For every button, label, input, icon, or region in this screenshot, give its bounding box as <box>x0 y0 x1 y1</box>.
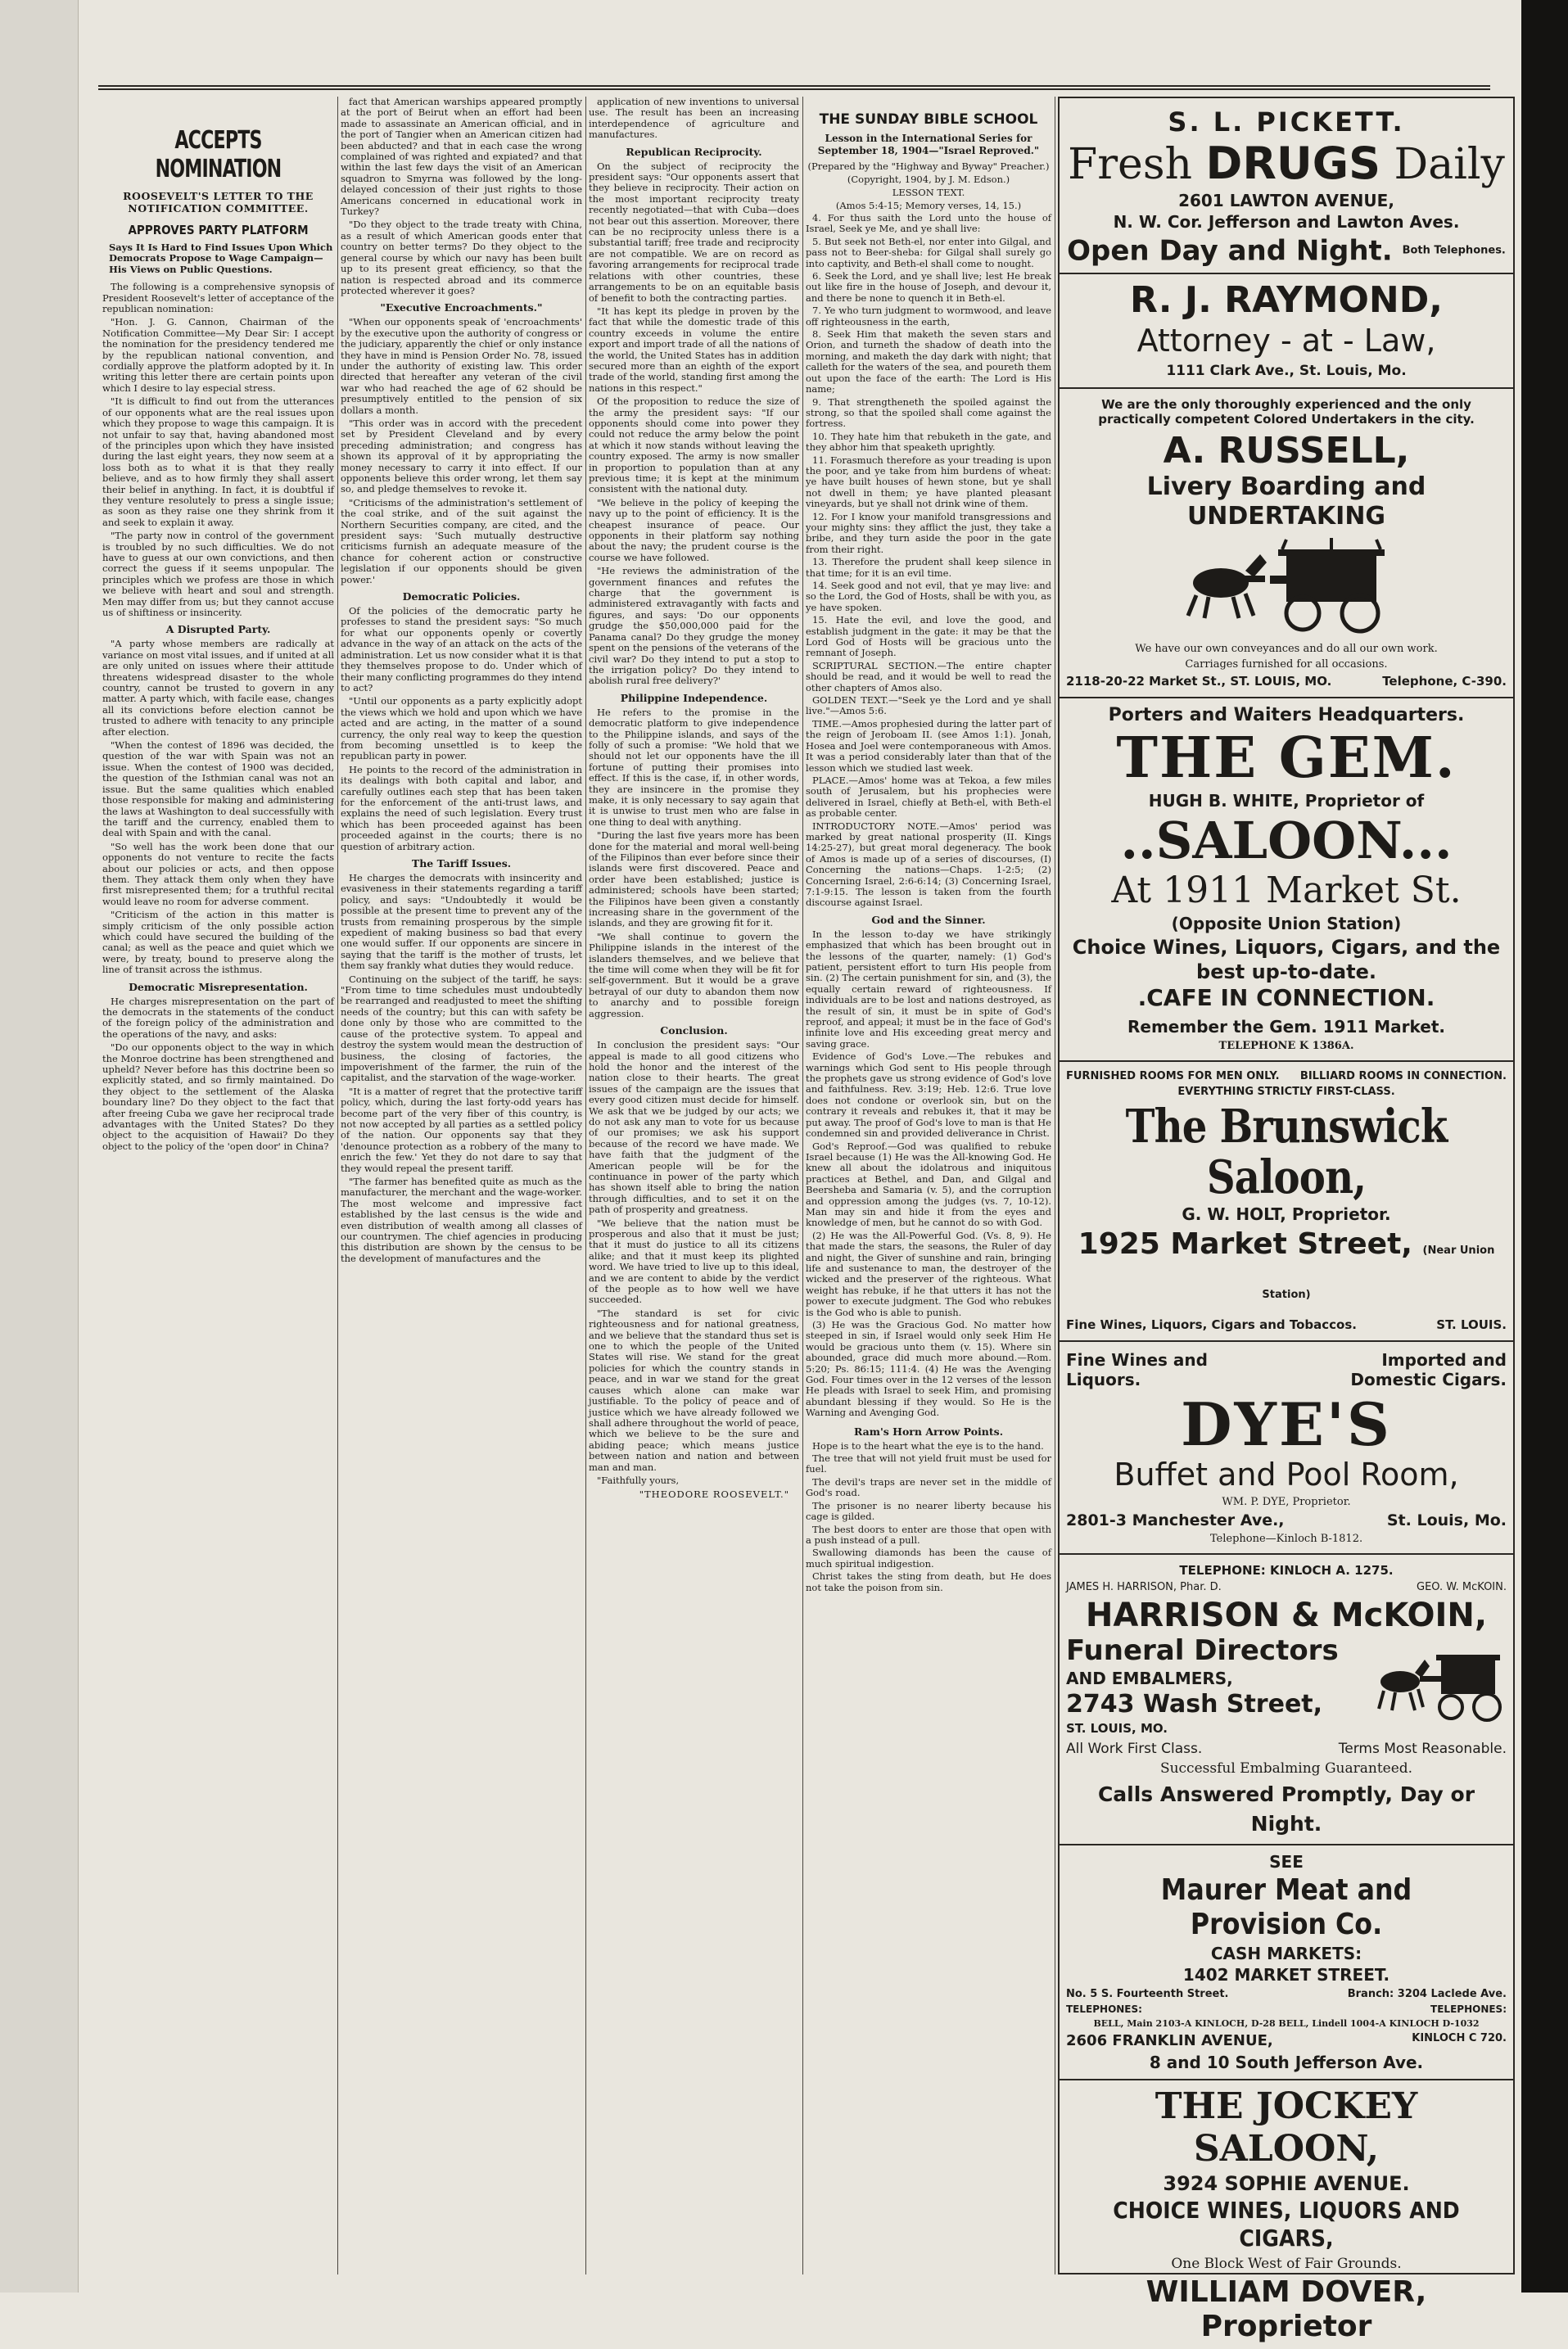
ad-proprietor: WM. P. DYE, Proprietor. <box>1222 1495 1351 1508</box>
column-3 <box>589 97 799 2274</box>
paragraph: He refers to the promise in the democratic platform to give independence to the Philippine islands, and says of the folly of such a promise: "We hold that we should not let our opponents have the ill fortune of putting their promises into effect. If this is the case, if, in other words, they are insincere in the promise they make, it is only necessary to say again that it is unwise to trust men who are false in one thing to deal with anything. <box>589 706 799 828</box>
verse: 13. Therefore the prudent shall keep silence in that time; for it is an evil time. <box>806 556 1051 579</box>
paragraph: On the subject of reciprocity the president says: "Our opponents assert that they believe in reciprocity. Their action on the most important reciprocity treaty recently negotiated—that with Cuba—does not bear out this assertion. Moreover, there can be no reciprocity unless there is a substantial tariff; free trade and reciprocity are not compatible. We are on record as favoring arrangements for reciprocal trade relations with other countries, these arrangements to be on an equitable basis of benefit to both the contracting parties. <box>589 160 799 304</box>
subhead: Philippine Independence. <box>620 691 768 704</box>
rams-list <box>806 1441 1051 1593</box>
ad-gem <box>1060 698 1513 1062</box>
ad-word: Daily <box>1394 140 1505 189</box>
ad-harrison <box>1060 1555 1513 1845</box>
paragraph: GOLDEN TEXT.—"Seek ye the Lord and ye shall live."—Amos 5:6. <box>806 694 1051 717</box>
paragraph: (3) He was the Gracious God. No matter how steeped in sin, if Israel would only seek Him He would be gracious unto them (v. 15). Where sin abounded, grace did much more abound.—Rom. 5:20; Ps. 86:15; 111:4. (4) He was the Avenging God. Four times over in the 12 verses of the lesson He pleads with Israel to seek Him, and promising abundant blessing if they would. So He is the Warning and Avenging God. <box>806 1319 1051 1419</box>
ad-location: (Near Union Station) <box>1262 1244 1495 1301</box>
column-1 <box>102 97 334 2274</box>
verse: 14. Seek good and not evil, that ye may live: and so the Lord, the God of Hosts, shall be with you, as ye have spoken. <box>806 580 1051 613</box>
ad-city: St. Louis, Mo. <box>1386 1511 1507 1529</box>
rams-point: Hope is to the heart what the eye is to the hand. <box>812 1439 1044 1452</box>
paragraph: PLACE.—Amos' home was at Tekoa, a few miles south of Jerusalem, but his prophecies were delivered in Israel, chiefly at Beth-el, with Beth-el as probable center. <box>806 774 1051 820</box>
paragraph: application of new inventions to universal use. The result has been an increasing interdependence of agriculture and manufactures. <box>589 96 799 141</box>
ad-header <box>1066 1350 1507 1389</box>
ad-phone: TELEPHONE: KINLOCH A. 1275. <box>1179 1562 1394 1578</box>
paragraph: He charges the democrats with insincerity and evasiveness in their statements regarding a tariff policy, and says: "Undoubtedly it would be possible at the present time to prevent any of the trusts from remaining prosperous by the simple expedient of making business so bad that every one would suffer. If our opponents are sincere in saying that the tariff is the mother of trusts, let them say frankly what duties they would reduce. <box>341 872 582 972</box>
paragraph: "The farmer has benefited quite as much as the manufacturer, the merchant and the wage-worker. The most welcome and impressive fact established by the last census is the wide and even distribution of wealth among all classes of our countrymen. The chief agencies in producing this distribution are shown by the census to be the development of manufactures and the <box>341 1175 582 1264</box>
ad-maurer <box>1060 1845 1513 2080</box>
paragraph: "The standard is set for civic righteousness and for national greatness, and we believe that the standard thus set is one to which the people of the United States will rise. We stand for the great policies for which the country stands in peace, and in war we stand for the great causes which alone can make war justifiable. To the policy of peace and of justice which we have already followed we shall adhere throughout the world of peace, which we believe to be the sure and abiding peace; which means justice between nation and nation and between man and man. <box>589 1307 800 1473</box>
ad-address: Branch: 3204 Laclede Ave. <box>1347 1987 1507 2000</box>
ad-note: We have our own conveyances and do all our own work. <box>1135 642 1438 655</box>
verse: 9. That strengtheneth the spoiled against the strong, so that the spoiled shall come against the fortress. <box>806 395 1051 430</box>
ad-offer: CHOICE WINES, LIQUORS AND CIGARS, <box>1113 2196 1460 2252</box>
paragraph: "Criticisms of the administration's settlement of the coal strike, and of the suit against the Northern Securities company, are cited, and the president says: 'Such mutually destructive criticisms furnish an adequate measure of the chance for coherent action or constructive legislation if our opponents should be given power.' <box>341 496 582 585</box>
page-margin <box>0 0 79 2293</box>
ad-title: DYE'S <box>1181 1389 1392 1459</box>
subhead: Democratic Misrepresentation. <box>129 980 308 993</box>
column-rule <box>802 97 803 2274</box>
paragraph: "He reviews the administration of the government finances and refutes the charge that the government is administered extravagantly with facts and figures, and says: 'Do our opponents grudge the $50,000,000 paid for the Panama canal? Do they grudge the money spent on the pensions of the veterans of the civil war? Do they intend to put a stop to the irrigation policy? Do they intend to abolish rural free delivery?' <box>589 565 799 687</box>
ad-subtitle: AND EMBALMERS, <box>1066 1668 1233 1688</box>
ad-remember: Remember the Gem. 1911 Market. <box>1127 1016 1445 1037</box>
ad-title: THE JOCKEY SALOON, <box>1155 2085 1418 2170</box>
ad-note: Terms Most Reasonable. <box>1338 1740 1507 1757</box>
column-4 <box>806 97 1051 2274</box>
verse: 12. For I know your manifold transgressions and your mighty sins: they afflict the just, they take a bribe, and they turn aside the poor in the gate from their right. <box>806 510 1051 555</box>
ad-partner: GEO. W. McKOIN. <box>1417 1580 1507 1593</box>
ad-footer <box>1066 2032 1507 2049</box>
ad-offer: Choice Wines, Liquors, Cigars, and the best up-to-date. <box>1072 935 1501 983</box>
subhead: Democratic Policies. <box>402 590 521 603</box>
ad-offer: Fine Wines, Liquors, Cigars and Tobaccos. <box>1066 1317 1357 1332</box>
ad-address-text: 1925 Market Street, <box>1078 1226 1412 1261</box>
advertisements-column <box>1058 97 1515 2343</box>
paragraph: INTRODUCTORY NOTE.—Amos' period was marked by great national prosperity (II. Kings 14:25-27), but great moral degeneracy. The book of Amos is made up of a series of discourses, (I) Concerning the nations—Chaps. 1-2:5; (2) Concerning Israel, 2:6-6:14; (3) Concerning Israel, 7:1-9:15. The lesson is taken from the fourth discourse against Israel. <box>806 820 1051 909</box>
signature: "THEODORE ROOSEVELT." <box>639 1488 789 1501</box>
ad-address: At 1911 Market St. <box>1111 869 1462 911</box>
page-edge <box>1521 0 1568 2293</box>
paragraph: Evidence of God's Love.—The rebukes and warnings which God sent to His people through the prophets gave us strong evidence of God's love and faithfulness. Rev. 3:19; Heb. 12:6. True love does not condone or overlook sin, but on the contrary it reveals and rebukes it, that it may be put away. The proof of God's love to man is that He condemned sin and provided deliverance in Christ. <box>806 1050 1051 1140</box>
ad-subtitle: CASH MARKETS: <box>1210 1943 1362 1963</box>
paragraph: He charges misrepresentation on the part of the democrats in the statements of the conduct of the foreign policy of the administration and the operations of the navy, and asks: <box>102 995 334 1040</box>
ad-hours-text: Open Day and Night. <box>1067 234 1393 268</box>
ad-tagline: We are the only thoroughly experienced and the only practically competent Colored Undertakers in the city. <box>1098 396 1475 427</box>
ad-branches <box>1066 1988 1507 2000</box>
ad-brunswick <box>1060 1062 1513 1342</box>
paragraph: Of the policies of the democratic party he professes to stand the president says: "So much for what our opponents openly or covertly advance in the way of an attack on the acts of the administration. Let us now consider what it is that they themselves propose to do. Under which of their many conflicting programmes do they intend to act? <box>341 605 582 693</box>
ad-footer <box>1066 1317 1507 1332</box>
paragraph: "We shall continue to govern the Philippine islands in the interest of the islanders themselves, and we believe that the time will come when they will be fit for self-government. But it would be a grave betrayal of our duty to abandon them now to anarchy and to possible foreign aggression. <box>589 930 799 1019</box>
paragraph: "When the contest of 1896 was decided, the question of the war with Spain was not an issue. When the contest of 1900 was decided, the question of the Isthmian canal was not an issue. But the same qualities which enabled those responsible for making and administering the laws at Washington to deal successfully with the tariff and the currency, enabled them to deal with Spain and with the canal. <box>102 739 334 839</box>
paragraph: "It is difficult to find out from the utterances of our opponents what are the real issues upon which they propose to wage this campaign. It is not unfair to say that, having abandoned most of the principles upon which they have insisted during the last eight years, they now seem at a loss both as to what it is that they really believe, and as to how firmly they shall assert their belief in anything. In fact, it is doubtful if they venture resolutely to press a single issue; as soon as they raise one they shrink from it and seek to explain it away. <box>102 395 334 528</box>
ad-note: EVERYTHING STRICTLY FIRST-CLASS. <box>1177 1085 1395 1098</box>
ad-phone: Telephone, C-390. <box>1382 673 1507 689</box>
ad-address: 2801-3 Manchester Ave., <box>1066 1511 1285 1529</box>
ad-subtitle: Attorney - at - Law, <box>1136 322 1436 359</box>
ad-title: The Brunswick Saloon, <box>1125 1099 1448 1204</box>
paragraph: "This order was in accord with the precedent set by President Cleveland and by every preceding administration; and congress has shown its approval of it by appropriating the money necessary to carry it into effect. If our opponents believe this order wrong, let them say so, and pledge themselves to revoke it. <box>341 417 582 495</box>
deck-3: Says It Is Hard to Find Issues Upon Which Democrats Propose to Wage Campaign—His Views on Public Questions. <box>109 242 333 275</box>
ad-address: 3924 SOPHIE AVENUE. <box>1163 2171 1410 2195</box>
ad-calls: Calls Answered Promptly, Day or Night. <box>1097 1782 1475 1836</box>
ad-address: 8 and 10 South Jefferson Ave. <box>1149 2052 1424 2072</box>
verse: 7. Ye who turn judgment to wormwood, and leave off righteousness in the earth, <box>806 305 1051 328</box>
copyright: (Copyright, 1904, by J. M. Edson.) <box>847 174 1010 185</box>
ad-footer <box>1066 1511 1507 1529</box>
rams-point: The prisoner is no nearer liberty because his cage is gilded. <box>806 1499 1051 1523</box>
paragraph: "Do they object to the trade treaty with China, as a result of which American goods enter that country on better terms? Do they object to the general course by which our navy has been built up to its present great efficiency, so that the nation is respected abroad and its commerce protected wherever it goes? <box>341 219 582 296</box>
ad-russell <box>1060 389 1513 698</box>
subhead: "Executive Encroachments." <box>380 301 543 314</box>
subhead: God and the Sinner. <box>871 913 986 926</box>
paragraph: "The party now in control of the government is troubled by no such difficulties. We do not have to guess at our own convictions, and then correct the guess if it seems unpopular. The principles which we profess are those in which we believe with heart and soul and strength. Men may differ from us; but they cannot accuse us of shiftiness or insincerity. <box>102 530 334 618</box>
verse: 15. Hate the evil, and love the good, and establish judgment in the gate: it may be that the Lord God of Hosts will be gracious unto the remnant of Joseph. <box>806 614 1051 659</box>
section-heading: THE SUNDAY BIBLE SCHOOL <box>819 111 1038 128</box>
ad-city: ST. LOUIS, MO. <box>1066 1720 1168 1736</box>
rams-point: Swallowing diamonds has been the cause of much spiritual indigestion. <box>806 1547 1051 1570</box>
ad-offer: Fine Wines and Liquors. <box>1066 1349 1208 1389</box>
ad-address: 2743 Wash Street, <box>1066 1689 1323 1719</box>
rams-point: Christ takes the sting from death, but He does not take the poison from sin. <box>806 1570 1051 1593</box>
paragraph: "Criticism of the action in this matter is simply criticism of the only possible action which could have secured the building of the canal; as well as the peace and quiet which we were, by treaty, bound to preserve along the line of transit across the isthmus. <box>102 909 334 976</box>
ad-phone: KINLOCH C 720. <box>1412 2031 1507 2044</box>
ad-phones: Both Telephones. <box>1402 244 1506 257</box>
ad-word: Fresh <box>1068 140 1192 189</box>
ad-raymond <box>1060 274 1513 389</box>
paragraph: "Hon. J. G. Cannon, Chairman of the Notification Committee—My Dear Sir: I accept the nomination for the presidency tendered me by the republican national convention, and cordially approve the platform adopted by it. In writing this letter there are certain points upon which I desire to lay especial stress. <box>102 316 334 394</box>
top-rule <box>98 85 1490 90</box>
ad-word: DRUGS <box>1205 138 1380 189</box>
ad-note: All Work First Class. <box>1066 1740 1203 1757</box>
ad-location: (Opposite Union Station) <box>1171 913 1402 933</box>
ad-title: A. RUSSELL, <box>1163 429 1410 472</box>
headline: ACCEPTS NOMINATION <box>155 126 282 183</box>
ad-title: S. L. PICKETT. <box>1168 106 1405 138</box>
ad-proprietor: WILLIAM DOVER, Proprietor <box>1145 2274 1427 2343</box>
ad-proprietor: HUGH B. WHITE, Proprietor of <box>1148 790 1425 811</box>
verse: 5. But seek not Beth-el, nor enter into Gilgal, and pass not to Beer-sheba: for Gilgal shall surely go into captivity, and Beth-el shall come to nought. <box>806 235 1051 269</box>
verse: 4. For thus saith the Lord unto the house of Israel, Seek ye Me, and ye shall live: <box>806 212 1051 235</box>
paragraph: "Until our opponents as a party explicitly adopt the views which we hold and upon which we have acted and are acting, in the matter of a sound currency, the only real way to keep the question from becoming unsettled is to keep the republican party in power. <box>341 695 582 762</box>
lesson-title: Lesson in the International Series for September 18, 1904—"Israel Reproved." <box>817 133 1040 156</box>
ad-header <box>1066 1070 1507 1082</box>
ad-address: 1402 MARKET STREET. <box>1182 1964 1390 1985</box>
paragraph: Continuing on the subject of the tariff, he says: "From time to time schedules must undoubtedly be rearranged and readjusted to meet the shifting needs of the country; but this can with safety be done only by those who are committed to the cause of the protective system. To appeal and destroy the system would mean the destruction of business, the closing of factories, the impoverishment of the farmer, the ruin of the capitalist, and the starvation of the wage-worker. <box>341 973 582 1084</box>
verse: 8. Seek Him that maketh the seven stars and Orion, and turneth the shadow of death into the morning, and maketh the day dark with night; that calleth for the waters of the sea, and poureth them out upon the face of the earth: The Lord is His name; <box>806 328 1051 395</box>
paragraph: "When our opponents speak of 'encroachments' by the executive upon the authority of congress or the judiciary, apparently the chief or only instance they have in mind is Pension Order No. 78, issued under the authority of existing law. This order directed that hereafter any veteran of the civil war who had reached the age of 62 should be presumptively entitled to the pension of six dollars a month. <box>341 316 582 416</box>
hearse-carriage-icon <box>1367 1645 1507 1727</box>
ad-footer <box>1066 674 1507 689</box>
paragraph: "It is a matter of regret that the protective tariff policy, which, during the last forty-odd years has become part of the very fiber of this country, is not now accepted by all parties as a settled policy of the nation. Our opponents say that they 'denounce protection as a robbery of the many to enrich the few.' Yet they do not dare to say that they would repeal the present tariff. <box>341 1085 582 1174</box>
ad-partners <box>1066 1581 1507 1593</box>
column-2 <box>341 97 582 2274</box>
paragraph: SCRIPTURAL SECTION.—The entire chapter should be read, and it would be well to read the other chapters of Amos also. <box>806 659 1051 693</box>
paragraph: He points to the record of the administration in its dealings with both capital and labor, and carefully outlines each step that has been taken for the enforcement of the anti-trust laws, and explains the need of such legislation. Every trust which has been proceeded against has been proceeded against in the courts; there is no question of arbitrary action. <box>341 763 582 852</box>
ad-service: Livery Boarding and UNDERTAKING <box>1146 472 1426 531</box>
ad-see: SEE <box>1269 1851 1304 1872</box>
paragraph: "So well has the work been done that our opponents do not venture to recite the facts about our policies or acts, and then oppose them. They attack them only when they have first misrepresented them; for a truthful recital would leave no room for adverse comment. <box>102 840 334 907</box>
deck-2: APPROVES PARTY PLATFORM <box>128 223 309 237</box>
rams-point: The best doors to enter are those that open with a push instead of a pull. <box>806 1523 1051 1546</box>
column-rule <box>585 97 586 2274</box>
deck-1: ROOSEVELT'S LETTER TO THE NOTIFICATION COMMITTEE. <box>123 190 314 215</box>
paragraph: The following is a comprehensive synopsis of President Roosevelt's letter of acceptance of the republican nomination: <box>102 281 334 315</box>
ad-note: Carriages furnished for all occasions. <box>1185 657 1388 671</box>
ad-note: BILLIARD ROOMS IN CONNECTION. <box>1299 1069 1507 1082</box>
paragraph: In conclusion the president says: "Our appeal is made to all good citizens who hold the honor and the interest of the nation close to their hearts. The great issues of the campaign are the issues that every good citizen must decide for himself. We ask that we be judged by our acts; we do not ask any man to vote for us because of our promises; we ask his support because of the record we have made. We have faith that the judgment of the American people will be for the continuance in power of the party which has shown itself able to bring the nation through difficulties, and to set it on the path of prosperity and greatness. <box>589 1039 799 1216</box>
ad-dyes <box>1060 1342 1513 1555</box>
subhead: Conclusion. <box>660 1024 728 1037</box>
paragraph: "We believe that the nation must be prosperous and also that it must be just; that it must do justice to all its citizens alike; and that it must keep its plighted word. We have tried to live up to this ideal, and we are content to abide by the verdict of the people as to how well we have succeeded. <box>589 1217 799 1306</box>
ad-partner: JAMES H. HARRISON, Phar. D. <box>1066 1580 1222 1593</box>
ad-subtitle: Funeral Directors <box>1066 1633 1339 1667</box>
verse-list <box>806 213 1051 659</box>
ad-address: 2606 FRANKLIN AVENUE, <box>1066 2031 1273 2049</box>
ad-address: 2118-20-22 Market St., ST. LOUIS, MO. <box>1066 673 1332 689</box>
paragraph: "A party whose members are radically at variance on most vital issues, and if united at all are only united on issues where their attitude threatens widespread disaster to the whole country, cannot be trusted to govern in any matter. A party which, with facile ease, changes all its convictions before election cannot be trusted to adhere with tenacity to any principle after election. <box>102 638 334 738</box>
ad-phone-label: TELEPHONES: <box>1430 2003 1507 2015</box>
verse: 10. They hate him that rebuketh in the gate, and they abhor him that speaketh uprightly. <box>806 430 1051 454</box>
ad-city: ST. LOUIS. <box>1436 1317 1507 1332</box>
ad-jockey <box>1060 2080 1513 2349</box>
ad-footer <box>1066 1741 1507 1757</box>
ad-address: 2601 LAWTON AVENUE, <box>1178 191 1394 210</box>
ad-pickett <box>1060 98 1513 274</box>
ad-address <box>1066 1226 1507 1314</box>
ad-offer: .CAFE IN CONNECTION. <box>1137 983 1435 1011</box>
ad-note: Successful Embalming Guaranteed. <box>1159 1759 1413 1777</box>
subhead: Republican Reciprocity. <box>626 145 762 158</box>
ad-headline <box>1066 139 1507 189</box>
paragraph: "It has kept its pledge in proven by the fact that while the domestic trade of this country exceeds in volume the entire export and import trade of all the nations of the world, the United States has in addition secured more than an eighth of the export trade of the world, standing first among the nations in this respect." <box>589 305 799 394</box>
subhead: The Tariff Issues. <box>411 857 512 870</box>
paragraph: "Do our opponents object to the way in which the Monroe doctrine has been strengthened and upheld? Never before has this doctrine been so explicitly stated, and so firmly maintained. Do they object to the settlement of the Alaska boundary line? Do they object to the fact that after freeing Cuba we gave her reciprocal trade advantages with the United States? Do they object to the acquisition of Hawaii? Do they object to the policy of the 'open door' in China? <box>102 1041 335 1152</box>
prepared-by: (Prepared by the "Highway and Byway" Preacher.) <box>807 160 1050 172</box>
ad-hours <box>1066 233 1507 268</box>
ad-body <box>1066 1634 1507 1737</box>
paragraph: "Faithfully yours, <box>597 1474 680 1486</box>
ad-title: R. J. RAYMOND, <box>1130 278 1443 321</box>
ad-proprietor: G. W. HOLT, Proprietor. <box>1182 1204 1391 1224</box>
verse: 11. Forasmuch therefore as your treading is upon the poor, and ye take from him burdens of wheat: ye have built houses of hewn stone, but ye shall not dwell in them; ye have planted pleasant vineyards, but ye shall not drink wine of them. <box>806 454 1051 510</box>
ad-phone: Telephone—Kinloch B-1812. <box>1209 1532 1363 1545</box>
paragraph: "During the last five years more has been done for the material and moral well-being of the Filipinos than ever before since their islands were first discovered. Peace and order have been established; justice is administered; schools have been started; the Filipinos have been given a constantly increasing share in the government of the islands, and they are growing fit for it. <box>589 829 799 929</box>
lesson-text-label: LESSON TEXT. <box>892 187 965 198</box>
hearse-carriage-icon <box>1164 538 1409 636</box>
paragraph: "We believe in the policy of keeping the navy up to the point of efficiency. It is the cheapest insurance of peace. Our opponents in their platform say nothing about the navy; the prudent course is the course we have followed. <box>589 496 799 563</box>
ad-address: N. W. Cor. Jefferson and Lawton Aves. <box>1113 212 1460 232</box>
subhead: A Disrupted Party. <box>165 623 271 636</box>
ad-title: Maurer Meat and Provision Co. <box>1160 1872 1412 1941</box>
rams-point: The devil's traps are never set in the middle of God's road. <box>806 1475 1051 1499</box>
paragraph: God's Reproof.—God was qualified to rebuke Israel because (1) He was the All-knowing God. He knew all about the idolatrous and iniquitous practices at Bethel, and Dan, and Gilgal and Beersheba and Samaria (v. 5), and the corruption and oppression among the judges (vs. 7, 10-12). Man may sin and hide it from the eyes and knowledge of men, but he cannot do so with God. <box>806 1140 1051 1229</box>
ad-phones <box>1066 2003 1507 2015</box>
ad-title: THE GEM. <box>1116 725 1457 791</box>
paragraph: (2) He was the All-Powerful God. (Vs. 8, 9). He that made the stars, the seasons, the Ruler of day and night, the Giver of sunshine and rain, bringing life and sustenance to man, the destroyer of the wicked and the preserver of the righteous. What weight has rebuke, if he that utters it has not the power to execute judgment. The God who rebukes is the God who is able to punish. <box>806 1229 1051 1318</box>
ad-phone: TELEPHONE K 1386A. <box>1218 1039 1354 1052</box>
ad-offer: Imported and Domestic Cigars. <box>1350 1349 1507 1389</box>
ad-title: HARRISON & McKOIN, <box>1085 1596 1488 1634</box>
ad-headline: ..SALOON... <box>1120 810 1453 870</box>
rams-point: The tree that will not yield fruit must be used for fuel. <box>806 1452 1051 1475</box>
paragraph: In the lesson to-day we have strikingly emphasized that which has been brought out in the lessons of the quarter, namely: (1) God's patient, persistent effort to turn His people from sin. (2) The certain punishment for sin, and (3), the equally certain reward of righteousness. If individuals are to be lost and nations destroyed, as the result of sin, it must be in spite of God's reproof, and appeal; it must be in the face of God's infinite love and His exceeding great mercy and saving grace. <box>806 928 1051 1050</box>
paragraph: TIME.—Amos prophesied during the latter part of the reign of Jeroboam II. (see Amos 1:1). Jonah, Hosea and Joel were contemporaneous with Amos. It was a period considerably later than that of the lesson which we studied last week. <box>806 717 1051 774</box>
ad-tagline: Porters and Waiters Headquarters. <box>1108 704 1465 725</box>
ad-address: No. 5 S. Fourteenth Street. <box>1066 1987 1229 2000</box>
subhead: Ram's Horn Arrow Points. <box>853 1425 1004 1438</box>
lesson-text-ref: (Amos 5:4-15; Memory verses, 14, 15.) <box>835 200 1022 211</box>
ad-address: 1111 Clark Ave., St. Louis, Mo. <box>1166 362 1407 379</box>
ad-note: FURNISHED ROOMS FOR MEN ONLY. <box>1066 1069 1280 1082</box>
verse: 6. Seek the Lord, and ye shall live; lest He break out like fire in the house of Joseph, and devour it, and there be none to quench it in Beth-el. <box>806 270 1051 304</box>
ad-phones: BELL, Main 2103-A KINLOCH, D-28 BELL, Lindell 1004-A KINLOCH D-1032 <box>1093 2017 1480 2029</box>
column-rule <box>337 97 338 2274</box>
ad-subtitle: Buffet and Pool Room, <box>1114 1456 1459 1493</box>
ad-location: One Block West of Fair Grounds. <box>1171 2255 1402 2272</box>
paragraph: fact that American warships appeared promptly at the port of Beirut when an effort had been made to assassinate an American official, and in the port of Tangier when an American citizen had been abducted? and that in each case the wrong complained of was righted and expiated? and that within the last few days the visit of an American squadron to Smyrna was followed by the long-delayed concession of their just rights to those Americans concerned in educational work in Turkey? <box>341 96 582 218</box>
ad-phone-label: TELEPHONES: <box>1066 2003 1142 2015</box>
paragraph: Of the proposition to reduce the size of the army the president says: "If our opponents should come into power they could not reduce the army below the point at which it now stands without leaving the country exposed. The army is now smaller in proportion to population than at any previous time; it is kept at the minimum consistent with the national duty. <box>589 395 799 495</box>
